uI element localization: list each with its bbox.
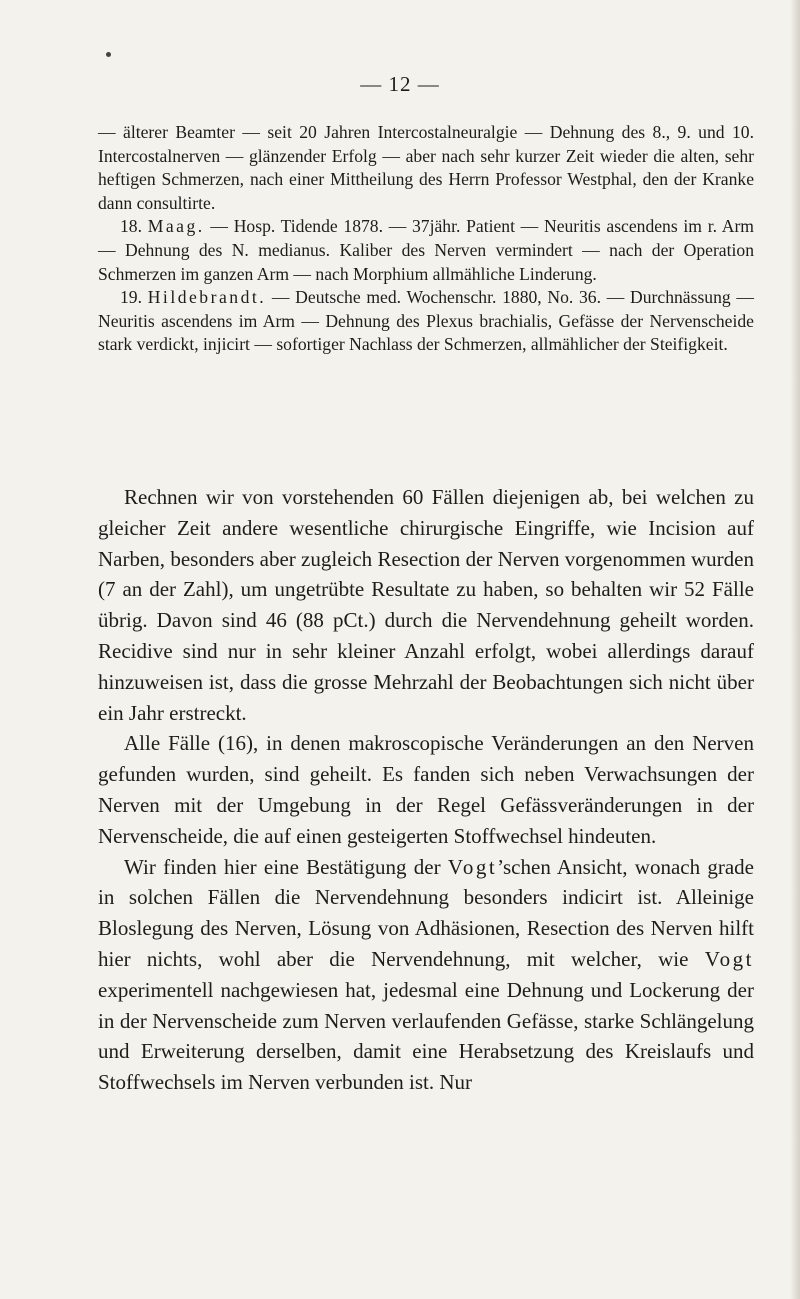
case-18 [98, 215, 754, 286]
case-19-number: 19. [120, 287, 142, 308]
paragraph-findings: Alle Fälle (16), in denen makroscopische Veränderungen an den Nerven gefunden wurden, sind geheilt. Es fanden sich neben Verwachsungen der Nerven mit der Umgebung in der Regel Gefässveränderungen in der Nervenscheide, die auf einen gesteigerten Stoffwechsel hindeuten. [98, 731, 754, 848]
case-19-author: Hildebrandt. [147, 287, 267, 308]
case-19-text: — Deutsche med. Wochenschr. 1880, No. 36. — Durchnässung — Neuritis ascendens im Arm — Dehnung des Plexus brachialis, Gefässe der Nervenscheide stark verdickt, injicirt — sofortiger Nachlass der Schmerzen, allmählicher der Steifigkeit. [98, 287, 754, 355]
author-name-vogt-2: Vogt [704, 946, 755, 971]
paragraph-vogt-middle: ’schen Ansicht, wonach grade in solchen Fällen die Nervendehnung besonders indicirt ist. Alleinige Bloslegung des Nerven, Lösung von Adhäsionen, Resection des Nerven hilft hier nichts, wohl aber die Nervendehnung, mit welcher, wie [98, 854, 755, 971]
ink-speck [106, 52, 111, 57]
case-list [98, 121, 754, 357]
case-17-continuation: — älterer Beamter — seit 20 Jahren Intercostalneuralgie — Dehnung des 8., 9. und 10. Intercostalnerven — glänzender Erfolg — aber nach sehr kurzer Zeit wieder die alten, sehr heftigen Schmerzen, nach einer Mittheilung des Herrn Professor Westphal, den der Kranke dann consultirte. [98, 122, 754, 213]
case-18-text: — Hosp. Tidende 1878. — 37jähr. Patient — Neuritis ascendens im r. Arm — Dehnung des N. medianus. Kaliber des Nerven vermindert — nach der Operation Schmerzen im ganzen Arm — nach Morphium allmähliche Linderung. [98, 216, 754, 284]
case-18-author: Maag. [147, 216, 205, 237]
page-edge-shadow [790, 0, 800, 1299]
main-text [98, 482, 754, 1098]
paragraph-vogt [98, 852, 754, 1098]
case-19 [98, 286, 754, 357]
author-name-vogt: Vogt [447, 854, 498, 879]
paragraph-vogt-end: experimentell nachgewiesen hat, jedesmal eine Dehnung und Lockerung der in der Nervenscheide zum Nerven verlaufenden Gefässe, starke Schlängelung und Erweiterung derselben, damit eine Herabsetzung des Kreislaufs und Stoffwechsels im Nerven verbunden ist. Nur [98, 977, 754, 1095]
page-number: — 12 — [360, 72, 440, 96]
paragraph-vogt-start: Wir finden hier eine Bestätigung der [124, 854, 441, 879]
paragraph-summary: Rechnen wir von vorstehenden 60 Fällen diejenigen ab, bei welchen zu gleicher Zeit andere wesentliche chirurgische Eingriffe, wie Incision auf Narben, besonders aber zugleich Resection der Nerven vorgenommen wurden (7 an der Zahl), um ungetrübte Resultate zu haben, so behalten wir 52 Fälle übrig. Davon sind 46 (88 pCt.) durch die Nervendehnung geheilt worden. Recidive sind nur in sehr kleiner Anzahl erfolgt, wobei allerdings darauf hinzuweisen ist, dass die grosse Mehrzahl der Beobachtungen sich nicht über ein Jahr erstreckt. [98, 485, 754, 725]
case-18-number: 18. [120, 216, 142, 237]
